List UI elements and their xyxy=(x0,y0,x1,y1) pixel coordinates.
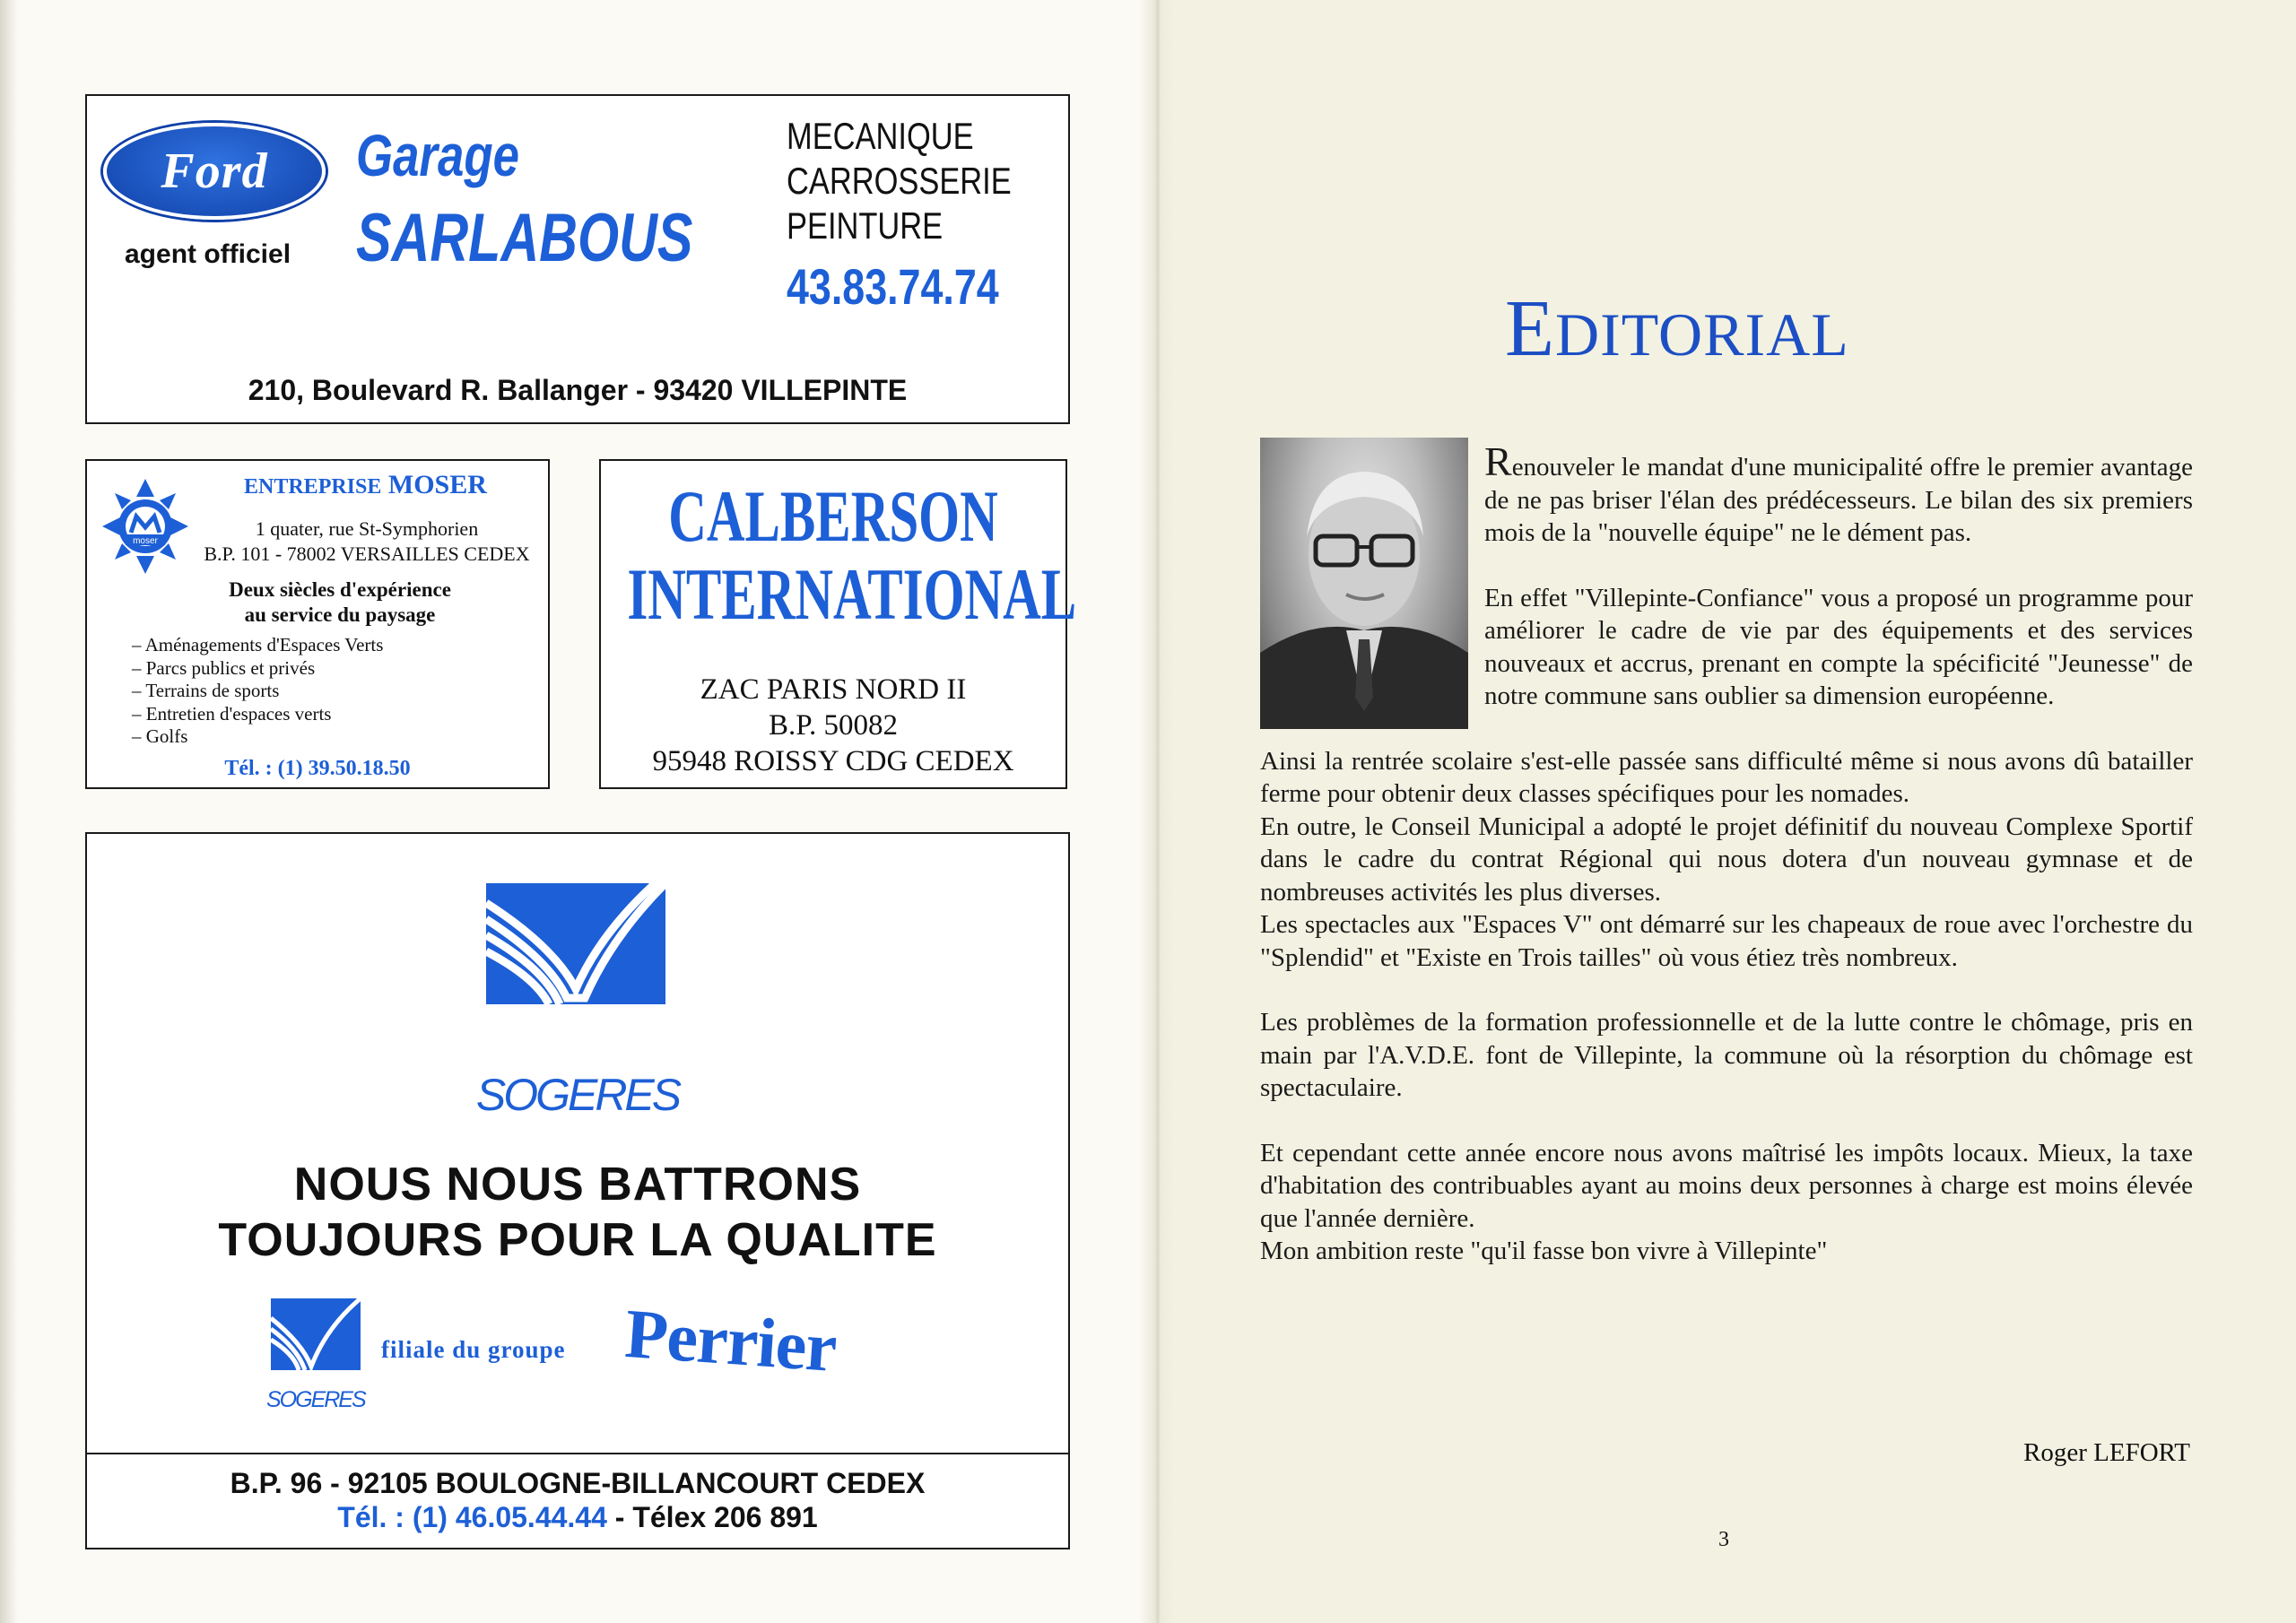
ford-logo: Ford xyxy=(103,123,326,220)
sogeres-mini-logo-icon xyxy=(271,1298,361,1370)
sogeres-contact xyxy=(87,1501,1068,1534)
perrier-logo: Perrier xyxy=(622,1293,839,1387)
garage-name-line2: SARLABOUS xyxy=(356,200,693,276)
paragraph: Les problèmes de la formation professionnelle et de la lutte contre le chômage, pris en main par l'A.V.D.E. font de Villepinte, la commune où la résorption du chômage est spectaculaire. xyxy=(1260,1008,2193,1102)
drop-cap: R xyxy=(1484,438,1512,484)
list-item: – Golfs xyxy=(132,725,383,749)
paragraph: Les spectacles aux "Espaces V" ont démarré sur les chapeaux de roue avec l'orchestre du "Splendid" et "Existe en Trois tailles" où vous étiez très nombreux. xyxy=(1260,910,2193,972)
sogeres-telex: - Télex 206 891 xyxy=(606,1501,818,1533)
calberson-address: ZAC PARIS NORD II B.P. 50082 95948 ROISSY CDG CEDEX xyxy=(652,673,1014,777)
entreprise-moser-ad xyxy=(85,459,550,789)
paragraph: En outre, le Conseil Municipal a adopté le projet définitif du nouveau Complexe Sportif dans le cadre du contrat Régional qui nous dotera d'un nouveau gymnase et de nombreuses activités les plus diverses. xyxy=(1260,812,2193,907)
moser-slogan: Deux siècles d'expérience au service du paysage xyxy=(229,578,451,626)
moser-logo-icon xyxy=(100,477,190,576)
divider xyxy=(87,1453,1068,1454)
moser-title: ENTREPRISE MOSER xyxy=(244,470,487,499)
list-item: – Aménagements d'Espaces Verts xyxy=(132,634,383,657)
paragraph: Et cependant cette année encore nous avons maîtrisé les impôts locaux. Mieux, la taxe d'habitation des contribuables ayant au moins deux personnes à charge est moins élevée que l'année dernière. xyxy=(1260,1138,2193,1233)
calberson-ad xyxy=(599,459,1077,789)
page-number: 3 xyxy=(1718,1528,1729,1551)
sogeres-ad xyxy=(85,832,1070,1549)
signature: Roger LEFORT xyxy=(2023,1438,2190,1467)
paragraph: Ainsi la rentrée scolaire s'est-elle passée sans difficulté même si nous avons dû batailler ferme pour obtenir deux classes spécifiques pour les nomades. xyxy=(1260,746,2193,808)
garage-phone: 43.83.74.74 xyxy=(787,258,999,315)
moser-phone: Tél. : (1) 39.50.18.50 xyxy=(224,757,411,780)
paragraph: En effet "Villepinte-Confiance" vous a proposé un programme pour améliorer le cadre de vie par des équipements et des services nouveaux et accrus, prenant en compte la spécificité "Jeunesse" de notre commune sans oublier sa dimension européenne. xyxy=(1484,583,2193,710)
calberson-name-line1: CALBERSON xyxy=(668,475,998,557)
sogeres-logo-icon xyxy=(486,883,665,1004)
list-item: – Entretien d'espaces verts xyxy=(132,703,383,726)
moser-logo-text: moser xyxy=(133,536,158,546)
list-item: – Parcs publics et privés xyxy=(132,657,383,681)
editorial-article xyxy=(1260,438,2193,1268)
paragraph: Renouveler le mandat d'une municipalité offre le premier avantage de ne pas briser l'élan des prédécesseurs. Le bilan des six premiers mois de la "nouvelle équipe" ne le dément pas. xyxy=(1484,438,2193,547)
agent-officiel-label: agent officiel xyxy=(125,239,291,269)
sogeres-mini-brand: SOGERES xyxy=(266,1387,365,1412)
paragraph: Mon ambition reste "qu'il fasse bon vivre à Villepinte" xyxy=(1260,1237,1828,1265)
garage-address: 210, Boulevard R. Ballanger - 93420 VILLEPINTE xyxy=(248,374,908,406)
service-item: PEINTURE xyxy=(787,204,944,247)
moser-services-list xyxy=(132,634,383,749)
sogeres-slogan: NOUS NOUS BATTRONS TOUJOURS POUR LA QUALITE xyxy=(218,1159,937,1266)
calberson-name-line2: INTERNATIONAL xyxy=(627,553,1077,635)
book-gutter xyxy=(1139,0,1175,1623)
sogeres-phone: Tél. : (1) 46.05.44.44 xyxy=(337,1501,607,1533)
service-item: MECANIQUE xyxy=(787,115,974,157)
moser-address: 1 quater, rue St-Symphorien B.P. 101 - 78002 VERSAILLES CEDEX xyxy=(204,517,530,565)
group-label: filiale du groupe xyxy=(381,1336,566,1363)
list-item: – Terrains de sports xyxy=(132,680,383,703)
garage-name-line1: Garage xyxy=(356,122,519,188)
left-page-edge xyxy=(0,0,18,1623)
sogeres-brand: SOGERES xyxy=(475,1070,680,1120)
editorial-title: EDITORIAL xyxy=(1505,284,1849,373)
garage-sarlabous-ad xyxy=(85,94,1070,424)
service-item: CARROSSERIE xyxy=(787,160,1012,202)
garage-services xyxy=(787,114,1012,248)
sogeres-address: B.P. 96 - 92105 BOULOGNE-BILLANCOURT CEDEX xyxy=(230,1467,926,1499)
